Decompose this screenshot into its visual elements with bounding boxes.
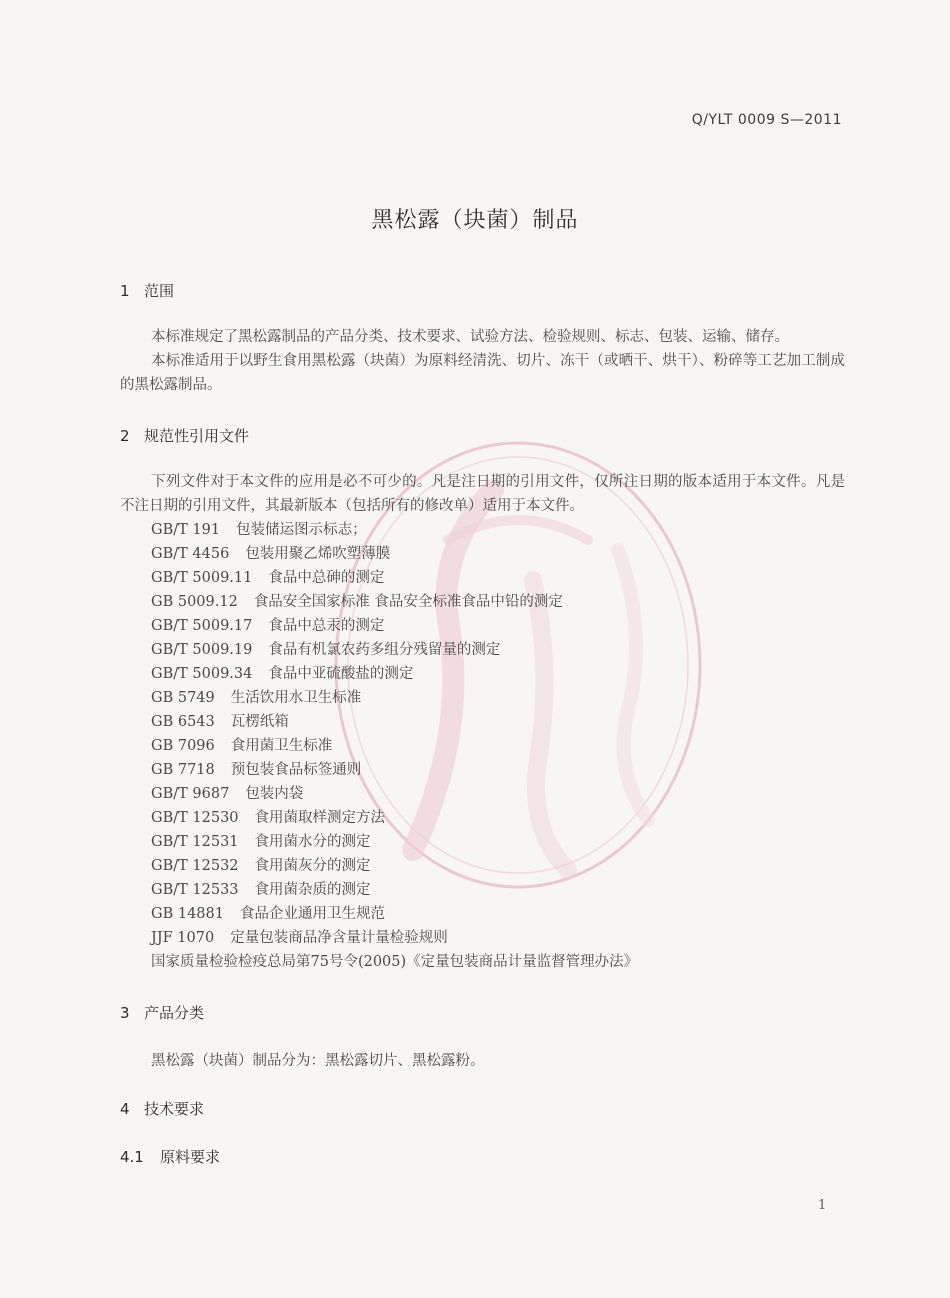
reference-item	[151, 542, 638, 566]
reference-name: 包装储运图示标志；	[236, 522, 367, 538]
reference-item	[151, 854, 638, 878]
reference-code: GB 7096	[151, 738, 215, 754]
reference-code: GB/T 5009.34	[151, 666, 253, 682]
section-title: 技术要求	[144, 1100, 205, 1118]
reference-item	[151, 518, 638, 542]
classification-paragraph: 黑松露（块菌）制品分为：黑松露切片、黑松露粉。	[151, 1053, 485, 1069]
reference-item	[151, 878, 638, 902]
reference-name: 食品中总砷的测定	[268, 570, 385, 586]
section-title: 原料要求	[160, 1148, 221, 1166]
reference-name: 食用菌灰分的测定	[254, 858, 371, 874]
section-title: 规范性引用文件	[144, 427, 250, 445]
section-number: 1	[120, 282, 130, 300]
references-intro: 下列文件对于本文件的应用是必不可少的。凡是注日期的引用文件，仅所注日期的版本适用于本文件。凡是不注日期的引用文件，其最新版本（包括所有的修改单）适用于本文件。	[120, 474, 845, 514]
reference-item	[151, 806, 638, 830]
scope-paragraph-1: 本标准规定了黑松露制品的产品分类、技术要求、试验方法、检验规则、标志、包装、运输、储存。	[151, 329, 789, 345]
section-number: 4	[120, 1100, 130, 1118]
reference-name: 食品有机氯农药多组分残留量的测定	[268, 642, 501, 658]
reference-name: 食品企业通用卫生规范	[239, 906, 385, 922]
reference-list	[151, 518, 638, 974]
reference-code: GB 5009.12	[151, 594, 238, 610]
reference-name: 包装内袋	[245, 786, 304, 802]
reference-code: GB 14881	[151, 906, 224, 922]
reference-code: GB/T 5009.19	[151, 642, 253, 658]
reference-name: 包装用聚乙烯吹塑薄膜	[245, 546, 391, 562]
section-number: 3	[120, 1004, 130, 1022]
reference-name: 定量包装商品净含量计量检验规则	[230, 930, 448, 946]
reference-code: JJF 1070	[151, 930, 215, 946]
page-number: 1	[818, 1198, 827, 1213]
reference-item	[151, 830, 638, 854]
reference-code: GB/T 12532	[151, 858, 239, 874]
reference-item	[151, 566, 638, 590]
standard-code: Q/YLT 0009 S—2011	[691, 112, 842, 128]
reference-item	[151, 734, 638, 758]
reference-item	[151, 614, 638, 638]
reference-name: 预包装食品标签通则	[230, 762, 362, 778]
reference-code: GB 6543	[151, 714, 215, 730]
reference-item	[151, 926, 638, 950]
section-title: 产品分类	[144, 1004, 205, 1022]
section-2-heading	[120, 425, 249, 446]
reference-name: 食品安全国家标准 食品安全标准食品中铅的测定	[253, 594, 563, 610]
reference-name: 瓦楞纸箱	[230, 714, 289, 730]
reference-code: GB/T 191	[151, 522, 221, 538]
reference-code: GB/T 5009.11	[151, 570, 253, 586]
section-number: 2	[120, 427, 130, 445]
reference-code: 国家质量检验检疫总局第75号令(2005)	[151, 954, 407, 970]
reference-item	[151, 758, 638, 782]
reference-name: 食用菌卫生标准	[230, 738, 333, 754]
reference-code: GB/T 12533	[151, 882, 239, 898]
section-3-heading	[120, 1002, 204, 1023]
reference-item	[151, 638, 638, 662]
reference-name: 食品中总汞的测定	[268, 618, 385, 634]
reference-code: GB/T 9687	[151, 786, 230, 802]
reference-name: 《定量包装商品计量监督管理办法》	[406, 954, 639, 970]
section-4-1-heading	[120, 1146, 220, 1167]
reference-name: 食品中亚硫酸盐的测定	[268, 666, 414, 682]
section-4-heading	[120, 1098, 204, 1119]
section-title: 范围	[144, 282, 175, 300]
reference-code: GB/T 12530	[151, 810, 239, 826]
scope-paragraph-2: 本标准适用于以野生食用黑松露（块菌）为原料经清洗、切片、冻干（或晒干、烘干）、粉碎等工艺加工制成的黑松露制品。	[120, 353, 845, 393]
section-number: 4.1	[120, 1148, 144, 1166]
reference-code: GB/T 12531	[151, 834, 239, 850]
reference-code: GB 7718	[151, 762, 215, 778]
reference-item	[151, 590, 638, 614]
reference-item	[151, 782, 638, 806]
section-1-heading	[120, 280, 174, 301]
reference-name: 生活饮用水卫生标准	[230, 690, 362, 706]
reference-name: 食用菌水分的测定	[254, 834, 371, 850]
reference-name: 食用菌取样测定方法	[254, 810, 386, 826]
document-title: 黑松露（块菌）制品	[371, 208, 579, 233]
reference-code: GB/T 5009.17	[151, 618, 253, 634]
reference-item	[151, 950, 638, 974]
reference-code: GB/T 4456	[151, 546, 230, 562]
reference-code: GB 5749	[151, 690, 215, 706]
reference-item	[151, 686, 638, 710]
reference-item	[151, 902, 638, 926]
reference-item	[151, 662, 638, 686]
reference-name: 食用菌杂质的测定	[254, 882, 371, 898]
reference-item	[151, 710, 638, 734]
